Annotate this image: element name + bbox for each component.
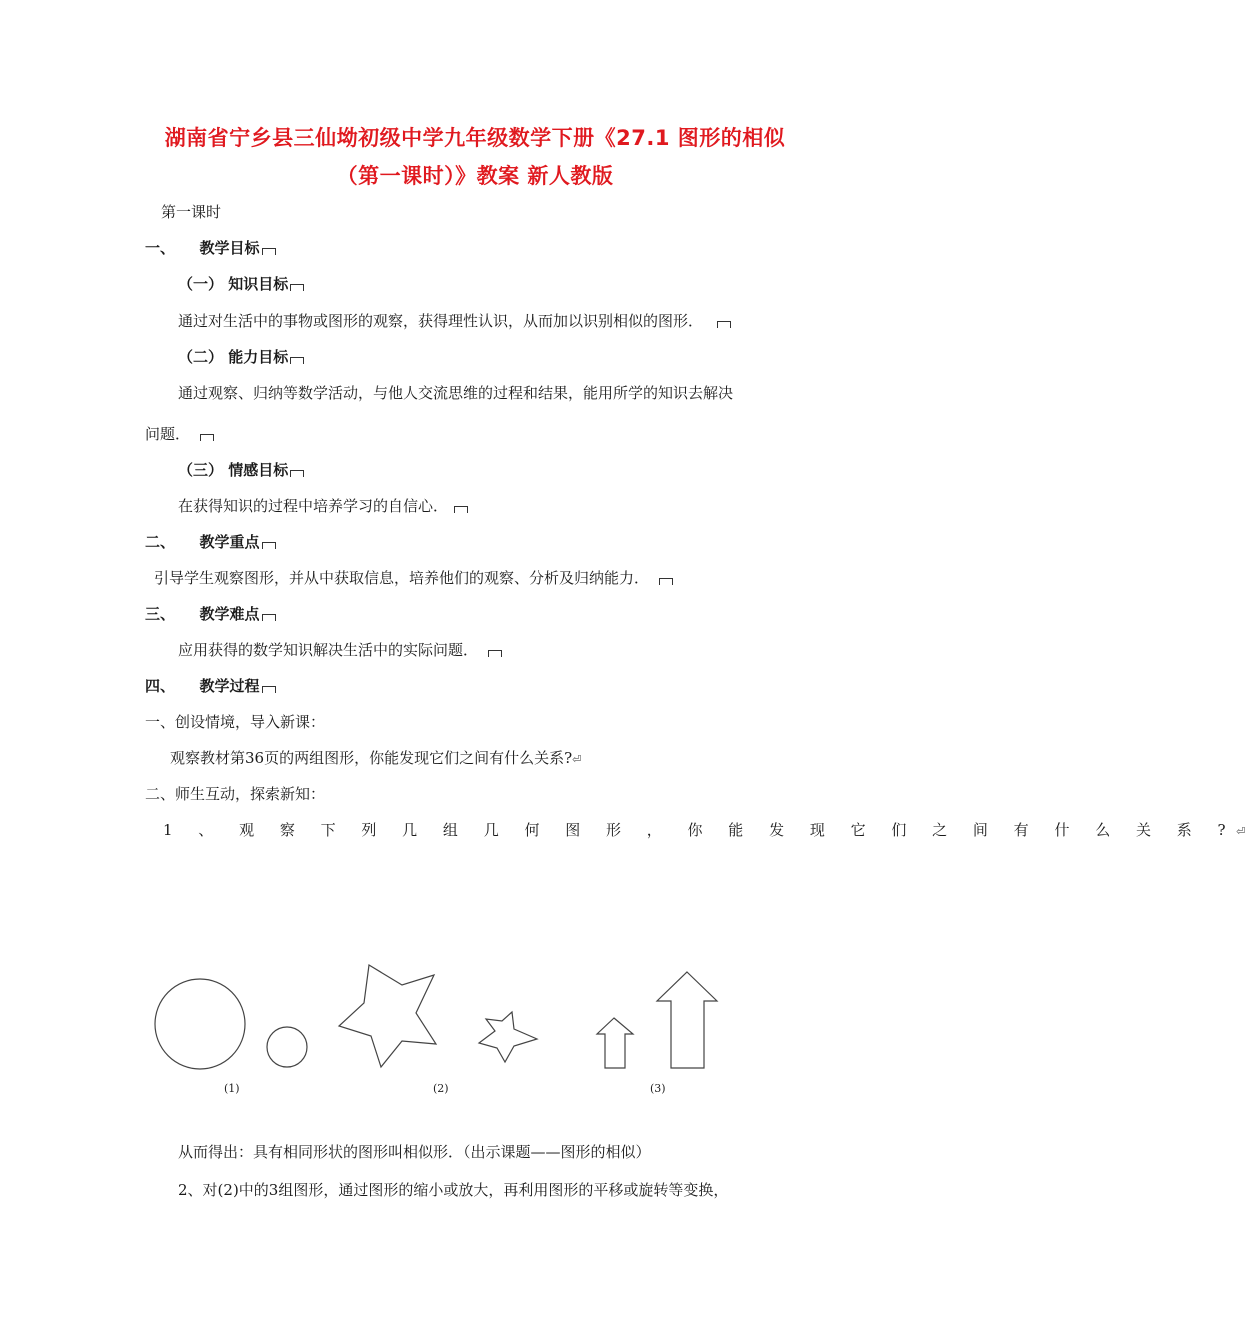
section-4-number: 四、 (145, 677, 176, 695)
step-1-heading: 一、创设情境，导入新课： (145, 713, 326, 731)
subsection-3-title: （三） 情感目标 (178, 461, 289, 479)
subsection-3-body: 在获得知识的过程中培养学习的自信心． (178, 497, 449, 515)
section-3-number: 三、 (145, 605, 176, 623)
section-1-title: 教学目标 (199, 239, 260, 257)
document-title-line2: （第一课时）》教案 新人教版 (336, 164, 614, 188)
subsection-2-body-end: 问题． (145, 425, 191, 443)
section-2-body: 引导学生观察图形，并从中获取信息，培养他们的观察、分析及归纳能力． (154, 569, 650, 587)
section-2-title: 教学重点 (199, 533, 260, 551)
subsection-1-title: （一） 知识目标 (178, 275, 289, 293)
document-title-line1: 湖南省宁乡县三仙坳初级中学九年级数学下册《27.1 图形的相似 (164, 126, 786, 150)
small-arrow (597, 1018, 633, 1068)
section-3-title: 教学难点 (199, 605, 260, 623)
small-star (479, 1012, 537, 1062)
step-1-body: 观察教材第36页的两组图形，你能发现它们之间有什么关系? (170, 749, 573, 767)
lesson-label: 第一课时 (161, 203, 222, 221)
figure-label-1: (1) (224, 1082, 240, 1095)
section-1-number: 一、 (145, 239, 176, 257)
small-circle (267, 1027, 307, 1067)
step-2-heading: 二、师生互动，探索新知： (145, 785, 326, 803)
large-star (339, 965, 436, 1067)
large-arrow (657, 972, 717, 1068)
return-mark-icon: ⏎ (1236, 825, 1245, 838)
subsection-1-body: 通过对生活中的事物或图形的观察，获得理性认识，从而加以识别相似的图形． (178, 312, 704, 330)
section-2-number: 二、 (145, 533, 176, 551)
question-2-text: 2、对(2)中的3组图形，通过图形的缩小或放大，再利用图形的平移或旋转等变换， (178, 1181, 729, 1199)
section-4-title: 教学过程 (199, 677, 260, 695)
return-mark-icon: ⏎ (572, 753, 582, 766)
large-circle (155, 979, 245, 1069)
figure-label-2: (2) (433, 1082, 449, 1095)
section-3-body: 应用获得的数学知识解决生活中的实际问题． (178, 641, 479, 659)
figure-label-3: (3) (650, 1082, 666, 1095)
subsection-2-text-line1: 通过观察、归纳等数学活动，与他人交流思维的过程和结果，能用所学的知识去解决 (178, 384, 734, 402)
conclusion-text: 从而得出：具有相同形状的图形叫相似形．（出示课题——图形的相似） (178, 1143, 651, 1161)
question-1-text: 1 、 观 察 下 列 几 组 几 何 图 形 ， 你 能 发 现 它 们 之 间 有 什 么 关 系 ? (163, 821, 1237, 839)
subsection-2-title: （二） 能力目标 (178, 348, 289, 366)
question-2 (178, 1179, 728, 1200)
